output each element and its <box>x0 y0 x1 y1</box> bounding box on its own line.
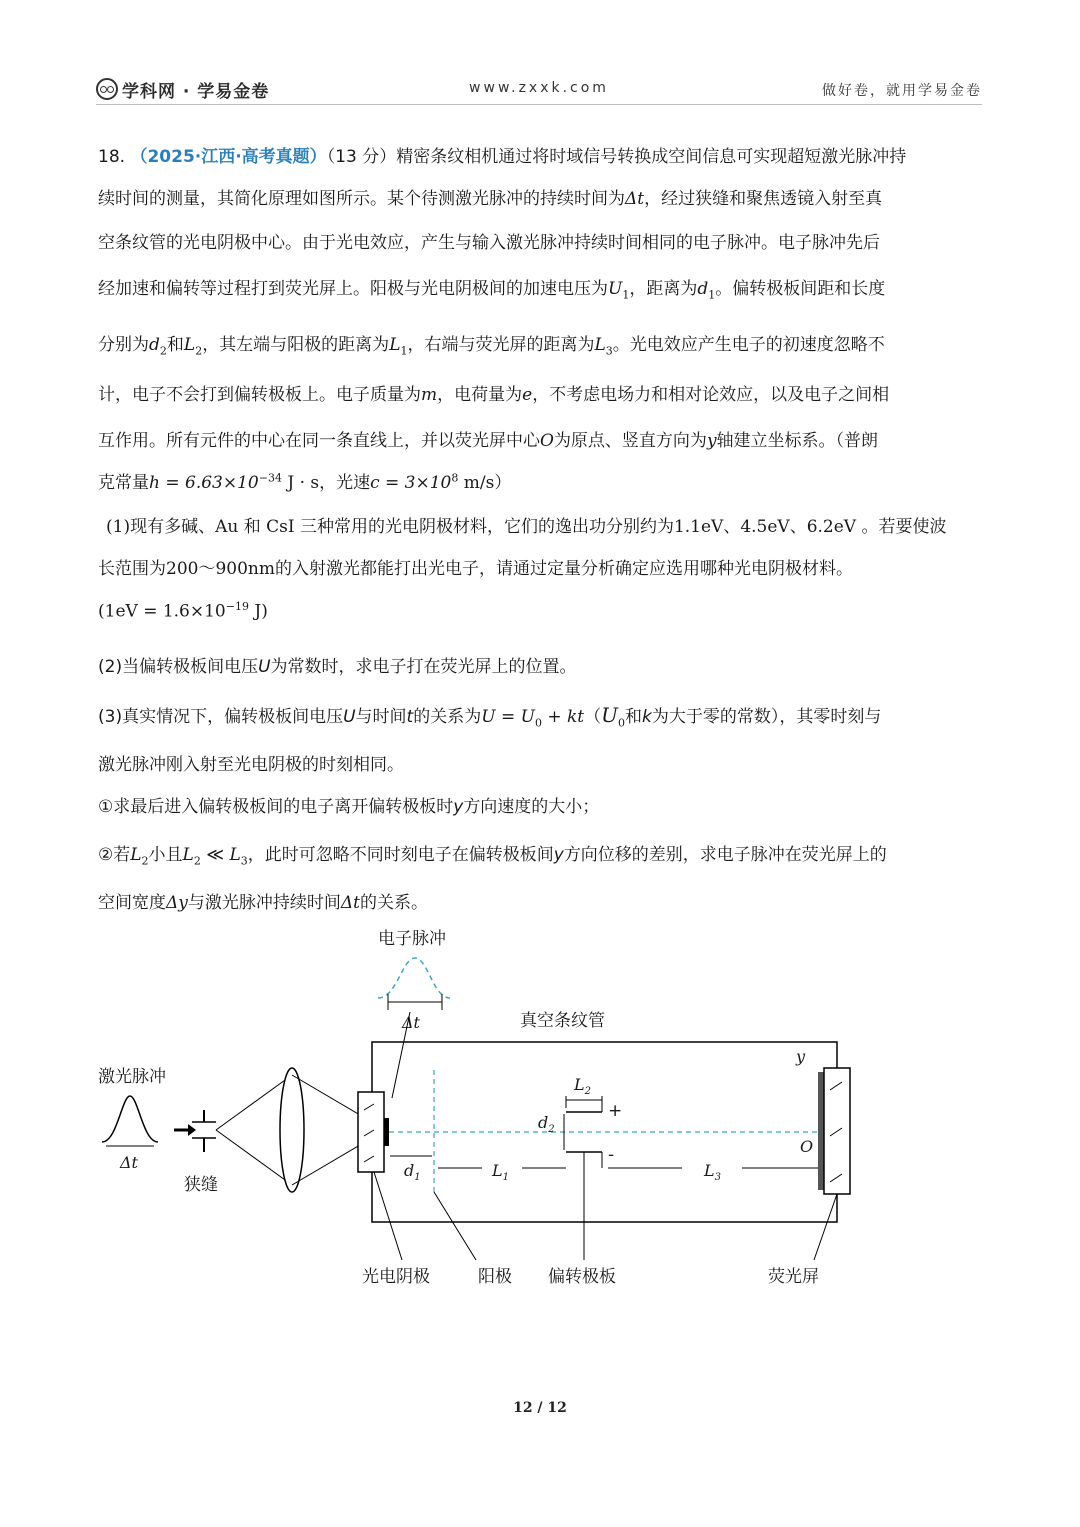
text: ≪ <box>200 845 230 865</box>
text: ，光速 <box>319 473 371 493</box>
symbol: O <box>540 431 554 451</box>
symbol: y <box>553 845 564 865</box>
origin-label: O <box>800 1137 814 1156</box>
tube-label: 真空条纹管 <box>520 1011 605 1031</box>
symbol: U <box>608 279 623 299</box>
text: (1eV = 1.6×10 <box>98 601 226 622</box>
slogan: 做好卷，就用学易金卷 <box>822 83 982 99</box>
page-number: 12 / 12 <box>513 1400 567 1416</box>
plus-sign: + <box>608 1101 623 1121</box>
photocathode-center <box>384 1118 389 1146</box>
symbol: L <box>183 335 196 355</box>
text: 续时间的测量，其简化原理如图所示。某个待测激光脉冲的持续时间为 <box>98 189 625 209</box>
symbol: e <box>522 385 533 405</box>
text: 的关系为 <box>413 707 482 727</box>
text: 小且 <box>148 845 183 865</box>
symbol: U <box>258 657 271 677</box>
part3-line <box>98 750 404 775</box>
unit: J · s <box>281 473 320 493</box>
text: 为原点、竖直方向为 <box>553 431 707 451</box>
anode-label: 阳极 <box>478 1267 512 1287</box>
text: 分别为 <box>98 335 149 355</box>
symbol: y <box>453 797 464 817</box>
text: 激光脉冲刚入射至光电阴极的时刻相同。 <box>98 755 404 775</box>
photocathode-label: 光电阴极 <box>362 1267 430 1287</box>
laser-pulse-label: 激光脉冲 <box>98 1067 166 1087</box>
text: 和 <box>624 707 642 727</box>
text: 为大于零的常数），其零时刻与 <box>651 707 882 727</box>
symbol: m <box>421 385 438 405</box>
question-line <box>98 426 878 451</box>
arrow-head <box>188 1124 196 1136</box>
text: 。光电效应产生电子的初速度忽略不 <box>612 335 885 355</box>
symbol: L <box>229 845 241 865</box>
exponent: 8 <box>451 471 459 485</box>
text: ①求最后进入偏转极板间的电子离开偏转极板时 <box>98 797 454 817</box>
question-number: 18. <box>98 147 126 167</box>
formula: U = U <box>481 707 535 727</box>
text: (3)真实情况下，偏转极板间电压 <box>98 707 344 727</box>
l1-label: $L_1$ <box>492 1161 509 1183</box>
formula: h = 6.63×10 <box>149 473 259 493</box>
electron-pulse-label: 电子脉冲 <box>378 929 446 949</box>
delta-t-label: Δt <box>402 1013 420 1032</box>
question-line: 经加速和偏转等过程打到荧光屏上。阳极与光电阴极间的加速电压为$U_1$，距离为$d_1$。偏转极板间距和长度 <box>98 279 886 302</box>
pointer-line <box>392 1012 410 1098</box>
question-line <box>98 184 882 209</box>
text: 方向速度的大小； <box>463 797 600 817</box>
electron-pulse-curve <box>378 958 450 998</box>
part3-sub1 <box>98 792 599 817</box>
text: ，不考虑电场力和相对论效应，以及电子之间相 <box>532 385 890 405</box>
text: 方向位移的差别，求电子脉冲在荧光屏上的 <box>563 845 887 865</box>
l2-label: $L_2$ <box>574 1075 591 1097</box>
text: 经加速和偏转等过程打到荧光屏上。阳极与光电阴极间的加速电压为 <box>98 279 608 299</box>
text: 空条纹管的光电阴极中心。由于光电效应，产生与输入激光脉冲持续时间相同的电子脉冲。电子脉冲先后 <box>98 233 880 253</box>
formula: c = 3×10 <box>370 473 452 493</box>
text: 克常量 <box>98 473 149 493</box>
text: 精密条纹相机通过将时域信号转换成空间信息可实现超短激光脉冲持 <box>396 147 907 167</box>
part1-line <box>106 512 947 537</box>
slit-label: 狭缝 <box>184 1175 218 1195</box>
screen-label: 荧光屏 <box>768 1267 819 1287</box>
text: 计，电子不会打到偏转极板上。电子质量为 <box>98 385 421 405</box>
question-line <box>98 380 889 405</box>
symbol: d <box>697 279 709 299</box>
text: 与时间 <box>355 707 407 727</box>
part1-line <box>98 600 268 622</box>
text: ，电荷量为 <box>437 385 523 405</box>
d1-label: $d_1$ <box>404 1161 421 1183</box>
text: 。偏转极板间距和长度 <box>715 279 886 299</box>
symbol: Δy <box>166 893 188 913</box>
laser-pulse-curve <box>102 1096 158 1142</box>
symbol: d <box>149 335 160 355</box>
part3-line <box>98 888 428 913</box>
unit: m/s） <box>458 473 512 493</box>
minus-sign: - <box>608 1145 615 1165</box>
formula: + kt <box>541 707 585 727</box>
delta-t-label: Δt <box>120 1153 138 1172</box>
text: ，此时可忽略不同时刻电子在偏转极板间 <box>247 845 554 865</box>
text: ②若 <box>98 845 131 865</box>
question-line <box>98 468 511 493</box>
question-line: 分别为$d_2$和$L_2$，其左端与阳极的距离为$L_1$，右端与荧光屏的距离为$L_3$。光电效应产生电子的初速度忽略不 <box>98 335 885 358</box>
text: （ <box>584 707 602 727</box>
text: ，经过狭缝和聚焦透镜入射至真 <box>644 189 883 209</box>
text: 的关系。 <box>360 893 428 913</box>
symbol: y <box>706 431 717 451</box>
text: 为常数时，求电子打在荧光屏上的位置。 <box>270 657 577 677</box>
text: ，右端与荧光屏的距离为 <box>407 335 595 355</box>
text: (1)现有多碱、Au 和 CsI 三种常用的光电阴极材料，它们的逸出功分别约为1.1eV、4.5eV、6.2eV 。若要使波 <box>106 517 947 537</box>
logo-text: 学科网 · 学易金卷 <box>122 81 270 102</box>
text: 空间宽度 <box>98 893 166 913</box>
symbol: Δt <box>340 893 360 913</box>
symbol: t <box>406 707 414 727</box>
symbol: Δt <box>625 189 645 209</box>
d2-label: $d_2$ <box>538 1113 555 1135</box>
pointer-line <box>374 1172 402 1260</box>
pointer-line <box>814 1194 837 1260</box>
score: （13 分） <box>326 147 397 167</box>
exponent: −34 <box>258 471 282 485</box>
part2-line <box>98 652 577 677</box>
pointer-line <box>434 1192 476 1260</box>
part3-line: (3)真实情况下，偏转极板间电压U与时间t的关系为$U = U_0 + kt(U_0$和k为大于零的常数），其零时刻与 <box>98 703 882 730</box>
symbol: L <box>389 335 401 355</box>
deflector-label: 偏转极板 <box>548 1267 616 1287</box>
source-tag: （2025·江西·高考真题） <box>130 147 327 167</box>
l3-label: $L_3$ <box>704 1161 721 1183</box>
symbol: L <box>182 845 194 865</box>
symbol: U <box>343 707 356 727</box>
symbol: L <box>594 335 606 355</box>
text: 与激光脉冲持续时间 <box>187 893 341 913</box>
text: 和 <box>166 335 184 355</box>
text: 互作用。所有元件的中心在同一条直线上，并以荧光屏中心 <box>98 431 540 451</box>
focusing-lens <box>280 1068 304 1192</box>
exponent: −19 <box>225 600 249 613</box>
text: ，距离为 <box>629 279 698 299</box>
text: ，其左端与阳极的距离为 <box>202 335 390 355</box>
question-line <box>98 228 880 253</box>
text: 长范围为200～900nm的入射激光都能打出光电子，请通过定量分析确定应选用哪种光电阴极材料。 <box>98 559 853 579</box>
question-line <box>98 142 906 167</box>
page-header <box>96 76 982 105</box>
symbol: k <box>641 707 652 727</box>
text: (2)当偏转极板间电压 <box>98 657 259 677</box>
part3-sub2: ②若$L_2$小且$L_2$ ≪ $L_3$，此时可忽略不同时刻电子在偏转极板间y方向位移的差别，求电子脉冲在荧光屏上的 <box>98 845 887 868</box>
site-url: www.zxxk.com <box>469 80 609 96</box>
text: 轴建立坐标系。（普朗 <box>716 431 879 451</box>
text: J) <box>248 601 268 622</box>
phosphor-layer <box>818 1072 824 1190</box>
symbol: U <box>601 703 618 727</box>
part1-line <box>98 554 853 579</box>
symbol: L <box>130 845 142 865</box>
streak-camera-diagram <box>92 920 972 1300</box>
y-axis-label: y <box>796 1047 806 1066</box>
